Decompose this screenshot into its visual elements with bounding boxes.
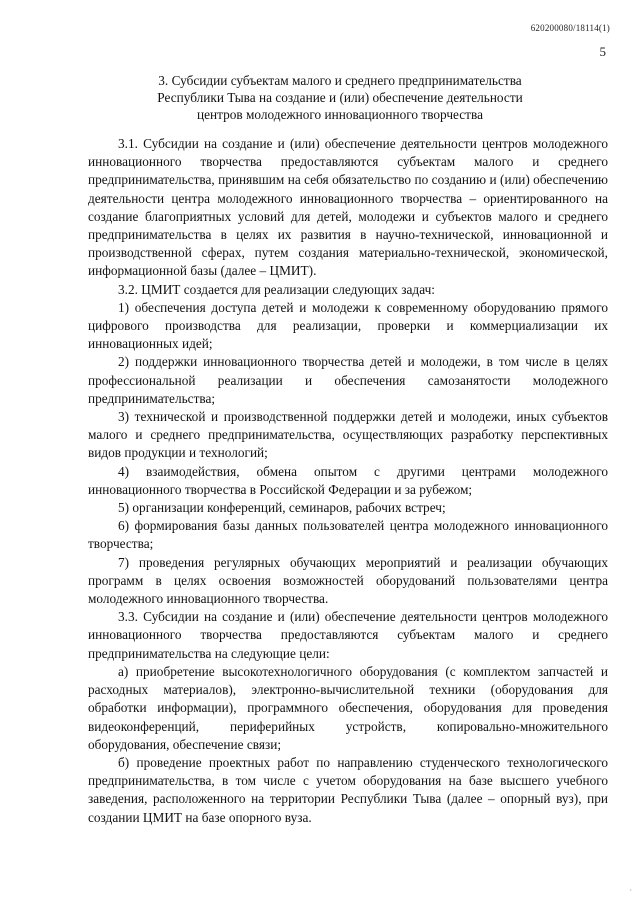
list-item-a: а) приобретение высокотехнологичного оборудования (с комплектом запчастей и расходных материалов), электронно-вычислительной техники (оборудования для обработки информации), программного обеспечения, оборудования для проведения видеоконференций, периферийных устройств, копировально-множительного оборудования, обеспечение связи; [88, 663, 608, 752]
section-heading-line: центров молодежного инновационного творчества [197, 107, 483, 122]
page-number: 5 [599, 44, 606, 59]
section-heading-line: 3. Субсидии субъектам малого и среднего предпринимательства [158, 73, 522, 88]
list-item-2: 2) поддержки инновационного творчества детей и молодежи, в том числе в целях профессиональной реализации и обеспечения самозанятости молодежного предпринимательства; [88, 354, 608, 406]
list-item-4: 4) взаимодействия, обмена опытом с другими центрами молодежного инновационного творчества в Российской Федерации и за рубежом; [88, 463, 608, 497]
list-item-1: 1) обеспечения доступа детей и молодежи к современному оборудованию прямого цифрового производства для реализации, проверки и коммерциализации их инновационных идей; [88, 299, 608, 352]
paragraph-3-1: 3.1. Субсидии на создание и (или) обеспечение деятельности центров молодежного инновационного творчества предоставляются субъектам малого и среднего предпринимательства, принявшим на себя обязательство по созданию и (или) обеспечению деятельности центра молодежного инновационного творчества – ориентированного на создание благоприятных условий для детей, молодежи и субъектов малого и среднего предпринимательства в целях их развития в научно-технической, инновационной и производственной сферах, путем создания материально-технической, экономической, информационной базы (далее – ЦМИТ). [88, 136, 608, 279]
list-item-3: 3) технической и производственной поддержки детей и молодежи, иных субъектов малого и среднего предпринимательства, осуществляющих разработку перспективных видов продукции и технологий; [88, 409, 608, 461]
scan-corner-mark: · [629, 886, 632, 895]
list-item-5: 5) организации конференций, семинаров, рабочих встреч; [118, 500, 446, 516]
document-code: 620200080/18114(1) [530, 23, 610, 33]
list-item-6: 6) формирования базы данных пользователей центра молодежного инновационного творчества; [88, 518, 608, 552]
section-heading [90, 72, 590, 123]
list-item-7: 7) проведения регулярных обучающих мероприятий и реализации обучающих программ в целях освоения возможностей оборудований пользователями центра молодежного инновационного творчества. [88, 554, 608, 607]
document-body [88, 135, 608, 827]
section-heading-line: Республики Тыва на создание и (или) обеспечение деятельности [157, 90, 523, 105]
paragraph-3-3: 3.3. Субсидии на создание и (или) обеспечение деятельности центров молодежного инновационного творчества предоставляются субъектам малого и среднего предпринимательства на следующие цели: [88, 609, 608, 661]
paragraph-3-2: 3.2. ЦМИТ создается для реализации следующих задач: [118, 281, 435, 297]
list-item-b: б) проведение проектных работ по направлению студенческого технологического предпринимательства, в том числе с учетом оборудования на базе высшего учебного заведения, расположенного на территории Республики Тыва (далее – опорный вуз), при создании ЦМИТ на базе опорного вуза. [88, 754, 608, 825]
